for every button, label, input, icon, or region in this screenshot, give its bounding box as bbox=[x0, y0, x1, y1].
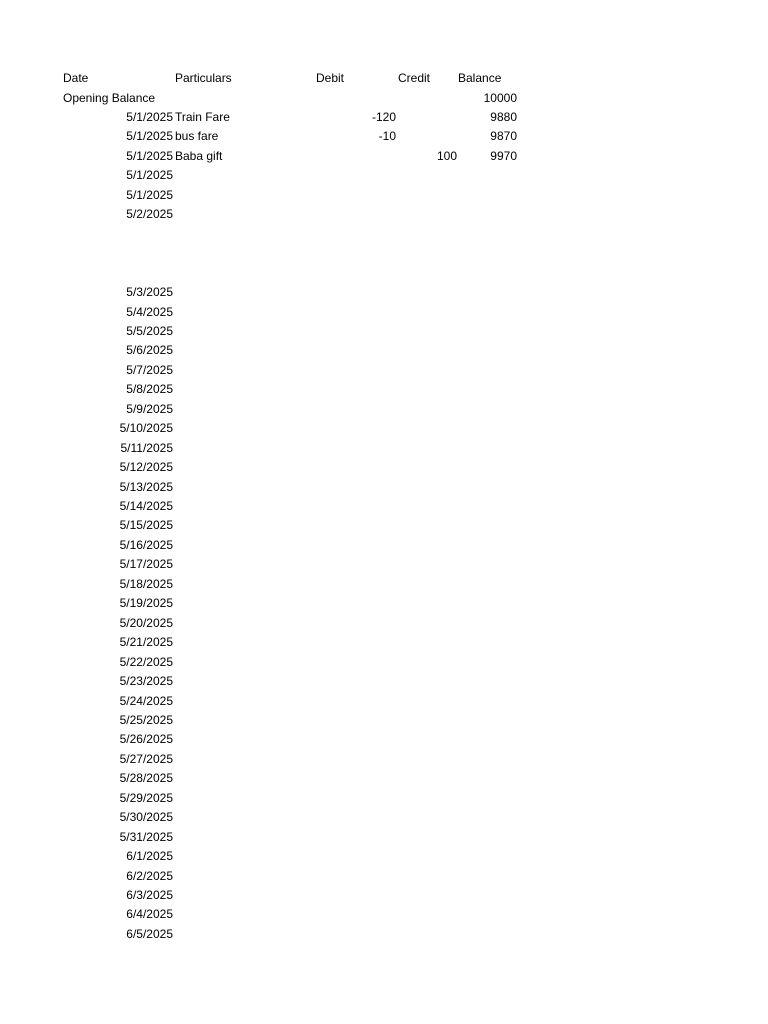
table-row bbox=[0, 730, 768, 750]
date-cell[interactable]: 5/1/2025 bbox=[126, 129, 173, 144]
particulars-cell[interactable] bbox=[175, 692, 315, 712]
credit-cell[interactable] bbox=[400, 575, 457, 595]
header-particulars[interactable]: Particulars bbox=[175, 71, 232, 85]
balance-cell[interactable] bbox=[458, 575, 517, 595]
balance-cell[interactable] bbox=[458, 828, 517, 848]
credit-cell[interactable] bbox=[400, 750, 457, 770]
debit-cell[interactable] bbox=[300, 847, 396, 867]
header-row bbox=[0, 69, 768, 89]
credit-cell[interactable] bbox=[400, 614, 457, 634]
opening-balance-row bbox=[0, 89, 768, 109]
balance-cell[interactable] bbox=[458, 925, 517, 945]
debit-cell[interactable] bbox=[300, 808, 396, 828]
table-row bbox=[0, 303, 768, 323]
particulars-cell[interactable] bbox=[175, 536, 315, 556]
date-cell[interactable]: 5/14/2025 bbox=[119, 499, 173, 513]
table-row bbox=[0, 516, 768, 536]
credit-cell[interactable] bbox=[400, 730, 457, 750]
table-row bbox=[0, 108, 768, 128]
table-row bbox=[0, 166, 768, 186]
credit-cell[interactable] bbox=[400, 847, 457, 867]
credit-cell[interactable] bbox=[400, 555, 457, 575]
balance-cell[interactable] bbox=[458, 867, 517, 887]
particulars-cell[interactable] bbox=[175, 847, 315, 867]
particulars-cell[interactable] bbox=[175, 341, 315, 361]
debit-cell[interactable] bbox=[300, 186, 396, 206]
table-row bbox=[0, 653, 768, 673]
particulars-cell[interactable] bbox=[175, 439, 315, 459]
date-cell[interactable]: 5/3/2025 bbox=[126, 285, 173, 300]
table-row bbox=[0, 536, 768, 556]
particulars-cell[interactable] bbox=[175, 614, 315, 634]
credit-cell[interactable] bbox=[400, 789, 457, 809]
credit-cell[interactable] bbox=[400, 886, 457, 906]
date-cell[interactable]: 5/12/2025 bbox=[119, 460, 173, 475]
credit-cell[interactable] bbox=[400, 828, 457, 848]
date-cell[interactable]: 5/13/2025 bbox=[119, 479, 173, 494]
date-cell[interactable]: 5/7/2025 bbox=[126, 362, 173, 377]
credit-cell[interactable] bbox=[400, 594, 457, 614]
particulars-cell[interactable] bbox=[175, 166, 315, 186]
debit-cell[interactable] bbox=[300, 303, 396, 323]
particulars-cell[interactable] bbox=[175, 283, 315, 303]
debit-cell[interactable] bbox=[300, 400, 396, 420]
credit-cell[interactable] bbox=[400, 166, 457, 186]
particulars-cell[interactable] bbox=[175, 516, 315, 536]
debit-cell[interactable] bbox=[300, 614, 396, 634]
balance-cell[interactable] bbox=[458, 905, 517, 925]
credit-cell[interactable] bbox=[400, 808, 457, 828]
debit-cell[interactable] bbox=[300, 419, 396, 439]
balance-cell[interactable] bbox=[458, 672, 517, 692]
balance-cell[interactable]: 9870 bbox=[490, 129, 517, 144]
table-row bbox=[0, 439, 768, 459]
debit-cell[interactable] bbox=[300, 925, 396, 945]
particulars-cell[interactable] bbox=[175, 905, 315, 925]
balance-cell[interactable] bbox=[458, 555, 517, 575]
header-debit[interactable]: Debit bbox=[316, 71, 345, 85]
debit-cell[interactable] bbox=[300, 380, 396, 400]
table-row bbox=[0, 244, 768, 264]
debit-cell[interactable] bbox=[300, 283, 396, 303]
date-cell[interactable] bbox=[63, 244, 173, 264]
table-row bbox=[0, 847, 768, 867]
debit-cell[interactable] bbox=[300, 575, 396, 595]
balance-cell[interactable] bbox=[458, 711, 517, 731]
date-cell[interactable]: 6/1/2025 bbox=[126, 849, 173, 864]
debit-cell[interactable] bbox=[300, 166, 396, 186]
balance-cell[interactable] bbox=[458, 536, 517, 556]
header-date[interactable]: Date bbox=[63, 71, 89, 85]
table-row bbox=[0, 264, 768, 284]
debit-cell[interactable] bbox=[300, 789, 396, 809]
header-balance[interactable]: Balance bbox=[458, 71, 502, 85]
date-cell[interactable] bbox=[63, 225, 173, 245]
particulars-cell[interactable] bbox=[175, 594, 315, 614]
debit-cell[interactable] bbox=[300, 458, 396, 478]
date-cell[interactable]: 5/4/2025 bbox=[126, 304, 173, 319]
table-row bbox=[0, 322, 768, 342]
date-cell[interactable]: 5/20/2025 bbox=[119, 615, 173, 630]
balance-cell[interactable] bbox=[458, 886, 517, 906]
table-row bbox=[0, 205, 768, 225]
debit-cell[interactable] bbox=[300, 225, 396, 245]
particulars-cell[interactable] bbox=[175, 769, 315, 789]
credit-cell[interactable] bbox=[400, 867, 457, 887]
particulars-cell[interactable] bbox=[175, 225, 315, 245]
table-row bbox=[0, 555, 768, 575]
table-row bbox=[0, 478, 768, 498]
date-cell[interactable]: 5/19/2025 bbox=[119, 596, 173, 611]
particulars-cell[interactable] bbox=[175, 808, 315, 828]
debit-cell[interactable] bbox=[300, 769, 396, 789]
date-cell[interactable]: 5/1/2025 bbox=[126, 187, 173, 202]
table-row bbox=[0, 614, 768, 634]
debit-cell[interactable] bbox=[300, 147, 396, 167]
balance-cell[interactable] bbox=[458, 186, 517, 206]
table-row bbox=[0, 769, 768, 789]
date-cell[interactable]: 5/30/2025 bbox=[119, 810, 173, 825]
credit-cell[interactable] bbox=[400, 536, 457, 556]
particulars-cell[interactable] bbox=[175, 322, 315, 342]
date-cell[interactable]: 5/1/2025 bbox=[126, 148, 173, 163]
date-cell[interactable]: 6/2/2025 bbox=[126, 868, 173, 883]
credit-cell[interactable] bbox=[400, 439, 457, 459]
table-row bbox=[0, 867, 768, 887]
table-row bbox=[0, 186, 768, 206]
balance-cell[interactable] bbox=[458, 516, 517, 536]
balance-cell[interactable] bbox=[458, 633, 517, 653]
debit-cell[interactable]: -10 bbox=[378, 129, 396, 144]
balance-cell[interactable] bbox=[458, 341, 517, 361]
debit-cell[interactable] bbox=[300, 361, 396, 381]
particulars-cell[interactable] bbox=[175, 750, 315, 770]
particulars-cell[interactable]: Baba gift bbox=[175, 148, 223, 163]
balance-cell[interactable] bbox=[458, 730, 517, 750]
credit-cell[interactable] bbox=[400, 108, 457, 128]
balance-cell[interactable] bbox=[458, 225, 517, 245]
table-row bbox=[0, 711, 768, 731]
debit-cell[interactable] bbox=[300, 711, 396, 731]
table-row bbox=[0, 789, 768, 809]
balance-cell[interactable] bbox=[458, 750, 517, 770]
particulars-cell[interactable] bbox=[175, 575, 315, 595]
balance-cell[interactable] bbox=[458, 264, 517, 284]
table-row bbox=[0, 225, 768, 245]
debit-cell[interactable] bbox=[300, 730, 396, 750]
particulars-cell[interactable] bbox=[175, 419, 315, 439]
date-cell[interactable]: 5/2/2025 bbox=[126, 207, 173, 222]
balance-cell[interactable] bbox=[458, 322, 517, 342]
table-row bbox=[0, 594, 768, 614]
table-row bbox=[0, 925, 768, 945]
opening-balance-label[interactable]: Opening Balance bbox=[63, 90, 156, 105]
particulars-cell[interactable]: Train Fare bbox=[175, 110, 230, 124]
particulars-cell[interactable] bbox=[175, 205, 315, 225]
balance-cell[interactable] bbox=[458, 380, 517, 400]
balance-cell[interactable] bbox=[458, 497, 517, 517]
credit-cell[interactable] bbox=[400, 380, 457, 400]
credit-cell[interactable] bbox=[400, 653, 457, 673]
credit-cell[interactable] bbox=[400, 497, 457, 517]
table-row bbox=[0, 127, 768, 147]
credit-cell[interactable] bbox=[400, 516, 457, 536]
particulars-cell[interactable] bbox=[175, 478, 315, 498]
table-row bbox=[0, 419, 768, 439]
particulars-cell[interactable] bbox=[175, 400, 315, 420]
particulars-cell[interactable] bbox=[175, 497, 315, 517]
credit-cell[interactable] bbox=[400, 127, 457, 147]
table-row bbox=[0, 692, 768, 712]
particulars-cell[interactable] bbox=[175, 711, 315, 731]
date-cell[interactable]: 5/21/2025 bbox=[119, 635, 173, 650]
table-row bbox=[0, 808, 768, 828]
particulars-cell[interactable] bbox=[175, 361, 315, 381]
balance-cell[interactable]: 9970 bbox=[490, 148, 517, 163]
date-cell[interactable]: 5/26/2025 bbox=[119, 732, 173, 747]
balance-cell[interactable] bbox=[458, 244, 517, 264]
particulars-cell[interactable] bbox=[175, 867, 315, 887]
table-row bbox=[0, 633, 768, 653]
balance-cell[interactable] bbox=[458, 614, 517, 634]
balance-cell[interactable] bbox=[458, 439, 517, 459]
debit-cell[interactable] bbox=[300, 750, 396, 770]
credit-cell[interactable] bbox=[400, 419, 457, 439]
table-row bbox=[0, 283, 768, 303]
particulars-cell[interactable] bbox=[175, 886, 315, 906]
date-cell[interactable]: 5/29/2025 bbox=[119, 790, 173, 805]
date-cell[interactable]: 5/1/2025 bbox=[126, 110, 173, 124]
balance-cell[interactable] bbox=[458, 400, 517, 420]
credit-cell[interactable] bbox=[400, 400, 457, 420]
particulars-cell[interactable] bbox=[175, 244, 315, 264]
debit-cell[interactable] bbox=[300, 633, 396, 653]
date-cell[interactable]: 5/10/2025 bbox=[119, 421, 173, 436]
particulars-cell[interactable] bbox=[175, 672, 315, 692]
debit-cell[interactable] bbox=[300, 322, 396, 342]
credit-cell[interactable] bbox=[400, 264, 457, 284]
particulars-cell[interactable] bbox=[175, 264, 315, 284]
debit-cell[interactable] bbox=[300, 478, 396, 498]
balance-cell[interactable] bbox=[458, 458, 517, 478]
credit-cell[interactable]: 100 bbox=[436, 148, 457, 163]
credit-cell[interactable] bbox=[400, 925, 457, 945]
debit-cell[interactable] bbox=[300, 653, 396, 673]
date-cell[interactable]: 5/1/2025 bbox=[126, 168, 173, 183]
debit-cell[interactable] bbox=[300, 264, 396, 284]
particulars-cell[interactable] bbox=[175, 458, 315, 478]
particulars-cell[interactable] bbox=[175, 380, 315, 400]
particulars-cell[interactable] bbox=[175, 555, 315, 575]
debit-cell[interactable] bbox=[300, 828, 396, 848]
table-row bbox=[0, 380, 768, 400]
particulars-cell[interactable] bbox=[175, 925, 315, 945]
credit-cell[interactable] bbox=[400, 186, 457, 206]
balance-cell[interactable] bbox=[458, 283, 517, 303]
debit-cell[interactable] bbox=[300, 536, 396, 556]
date-cell[interactable]: 5/22/2025 bbox=[119, 654, 173, 669]
debit-cell[interactable] bbox=[300, 905, 396, 925]
credit-cell[interactable] bbox=[400, 458, 457, 478]
debit-cell[interactable] bbox=[300, 244, 396, 264]
table-row bbox=[0, 828, 768, 848]
credit-cell[interactable] bbox=[400, 283, 457, 303]
balance-cell[interactable] bbox=[458, 419, 517, 439]
debit-cell[interactable]: -120 bbox=[371, 110, 396, 124]
credit-cell[interactable] bbox=[400, 225, 457, 245]
balance-cell[interactable] bbox=[458, 692, 517, 712]
particulars-cell[interactable] bbox=[175, 789, 315, 809]
table-row bbox=[0, 497, 768, 517]
table-row bbox=[0, 886, 768, 906]
debit-cell[interactable] bbox=[300, 886, 396, 906]
debit-cell[interactable] bbox=[300, 672, 396, 692]
balance-cell[interactable] bbox=[458, 205, 517, 225]
balance-cell[interactable] bbox=[458, 769, 517, 789]
date-cell[interactable]: 5/6/2025 bbox=[126, 343, 173, 358]
credit-cell[interactable] bbox=[400, 905, 457, 925]
particulars-cell[interactable] bbox=[175, 303, 315, 323]
date-cell[interactable]: 5/18/2025 bbox=[119, 576, 173, 591]
debit-cell[interactable] bbox=[300, 555, 396, 575]
table-row bbox=[0, 672, 768, 692]
date-cell[interactable]: 5/9/2025 bbox=[126, 401, 173, 416]
debit-cell[interactable] bbox=[300, 497, 396, 517]
credit-cell[interactable] bbox=[400, 692, 457, 712]
balance-cell[interactable] bbox=[458, 847, 517, 867]
credit-cell[interactable] bbox=[400, 361, 457, 381]
table-row bbox=[0, 458, 768, 478]
date-cell[interactable]: 5/25/2025 bbox=[119, 712, 173, 727]
particulars-cell[interactable] bbox=[175, 828, 315, 848]
debit-cell[interactable] bbox=[300, 439, 396, 459]
balance-cell[interactable] bbox=[458, 478, 517, 498]
date-cell[interactable]: 5/5/2025 bbox=[126, 323, 173, 338]
credit-cell[interactable] bbox=[400, 711, 457, 731]
particulars-cell[interactable] bbox=[175, 186, 315, 206]
date-cell[interactable]: 6/5/2025 bbox=[126, 926, 173, 941]
balance-cell[interactable] bbox=[458, 361, 517, 381]
date-cell[interactable]: 5/17/2025 bbox=[119, 557, 173, 572]
credit-cell[interactable] bbox=[400, 672, 457, 692]
balance-cell[interactable] bbox=[458, 166, 517, 186]
particulars-cell[interactable] bbox=[175, 633, 315, 653]
particulars-cell[interactable]: bus fare bbox=[175, 129, 219, 144]
date-cell[interactable]: 6/4/2025 bbox=[126, 907, 173, 922]
date-cell[interactable]: 5/31/2025 bbox=[119, 829, 173, 844]
credit-cell[interactable] bbox=[400, 633, 457, 653]
date-cell[interactable]: 5/27/2025 bbox=[119, 751, 173, 766]
table-row bbox=[0, 147, 768, 167]
debit-cell[interactable] bbox=[300, 516, 396, 536]
table-row bbox=[0, 341, 768, 361]
table-row bbox=[0, 361, 768, 381]
debit-cell[interactable] bbox=[300, 205, 396, 225]
date-cell[interactable]: 5/8/2025 bbox=[126, 382, 173, 397]
debit-cell[interactable] bbox=[300, 594, 396, 614]
table-row bbox=[0, 400, 768, 420]
date-cell[interactable]: 5/16/2025 bbox=[119, 537, 173, 552]
date-cell[interactable]: 5/11/2025 bbox=[120, 440, 173, 455]
table-row bbox=[0, 905, 768, 925]
balance-cell[interactable] bbox=[458, 653, 517, 673]
particulars-cell[interactable] bbox=[175, 730, 315, 750]
date-cell[interactable]: 5/24/2025 bbox=[119, 693, 173, 708]
debit-cell[interactable] bbox=[300, 692, 396, 712]
balance-cell[interactable] bbox=[458, 594, 517, 614]
date-cell[interactable]: 6/3/2025 bbox=[126, 888, 173, 902]
debit-cell[interactable] bbox=[300, 867, 396, 887]
date-cell[interactable]: 5/23/2025 bbox=[119, 674, 173, 689]
balance-cell[interactable]: 9880 bbox=[490, 110, 517, 124]
debit-cell[interactable] bbox=[300, 341, 396, 361]
credit-cell[interactable] bbox=[400, 478, 457, 498]
balance-cell[interactable] bbox=[458, 808, 517, 828]
table-row bbox=[0, 575, 768, 595]
date-cell[interactable]: 5/15/2025 bbox=[119, 518, 173, 533]
balance-cell[interactable] bbox=[458, 303, 517, 323]
particulars-cell[interactable] bbox=[175, 653, 315, 673]
credit-cell[interactable] bbox=[400, 341, 457, 361]
header-credit[interactable]: Credit bbox=[398, 71, 431, 85]
credit-cell[interactable] bbox=[400, 769, 457, 789]
credit-cell[interactable] bbox=[400, 303, 457, 323]
date-cell[interactable]: 5/28/2025 bbox=[119, 771, 173, 786]
credit-cell[interactable] bbox=[400, 244, 457, 264]
credit-cell[interactable] bbox=[400, 205, 457, 225]
credit-cell[interactable] bbox=[400, 322, 457, 342]
table-row bbox=[0, 750, 768, 770]
date-cell[interactable] bbox=[63, 264, 173, 284]
opening-balance-value[interactable]: 10000 bbox=[483, 90, 517, 105]
balance-cell[interactable] bbox=[458, 789, 517, 809]
